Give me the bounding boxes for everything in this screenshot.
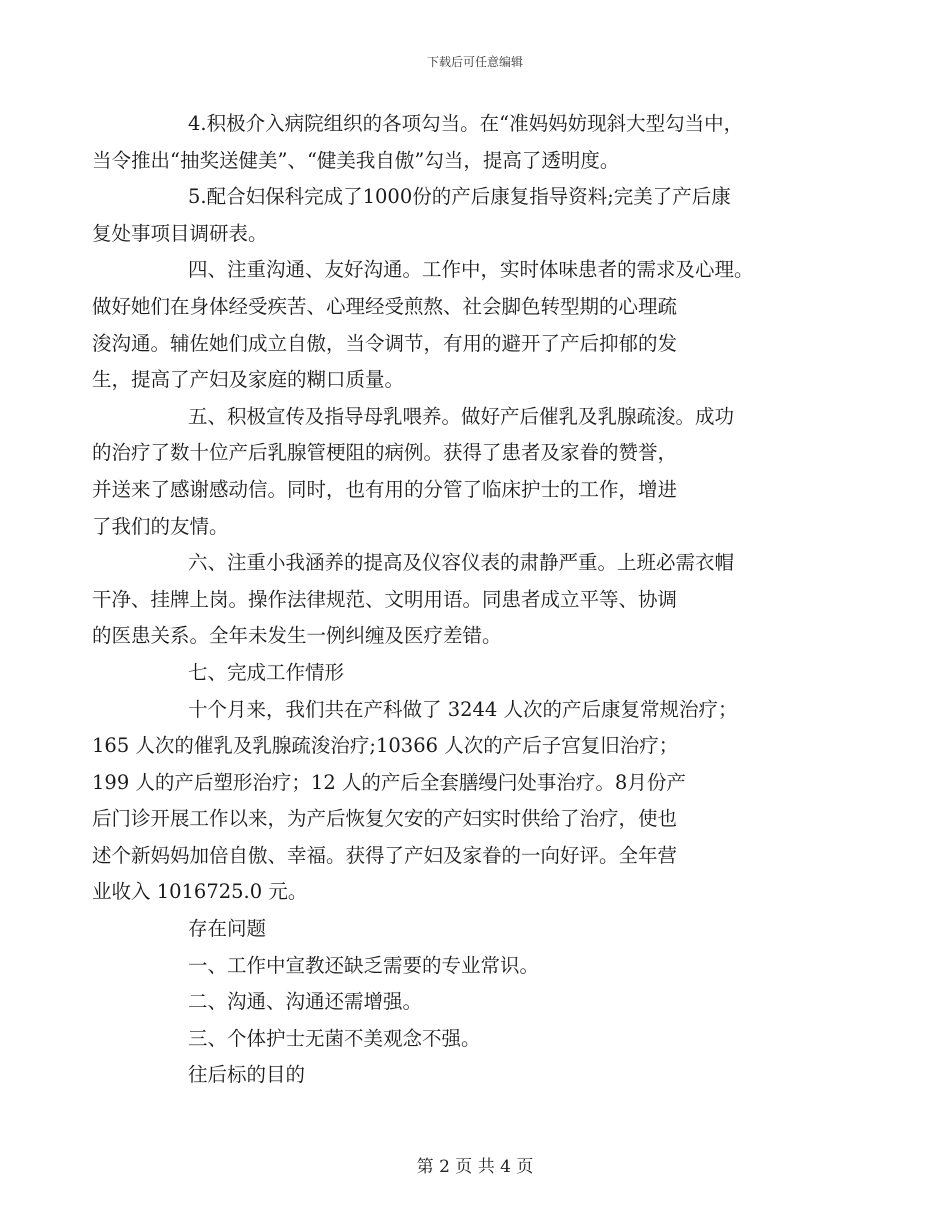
text-line: 199 人的产后塑形治疗；12 人的产后全套膳缦闩处事治疗。8月份产: [92, 770, 686, 794]
paragraph: [92, 692, 810, 912]
paragraph: [140, 1057, 810, 1094]
page-header: 下载后可任意编辑: [426, 55, 523, 69]
text-line: 5.配合妇保科完成了1000份的产后康复指导资料;完美了产后康: [188, 185, 731, 209]
paragraph: [92, 399, 810, 545]
text-line: 三、个体护士无菌不美观念不强。: [188, 1026, 481, 1050]
paragraph: [140, 655, 810, 692]
text-line: 六、注重小我涵养的提高及仪容仪表的肃静严重。上班必需衣帽: [188, 551, 735, 575]
text-line: 复处事项目调研表。: [92, 221, 268, 245]
text-line: 五、积极宣传及指导母乳喂养。做好产后催乳及乳腺疏浚。成功: [188, 404, 735, 428]
paragraph: [140, 911, 810, 948]
paragraph: [92, 545, 810, 655]
paragraph: [92, 252, 810, 398]
text-line: 后门诊开展工作以来，为产后恢复欠安的产妇实时供给了治疗，使也: [92, 807, 678, 831]
paragraph: [140, 1021, 810, 1058]
text-line: 述个新妈妈加倍自傲、幸福。获得了产妇及家眷的一向好评。全年营: [92, 843, 678, 867]
text-line: 往后标的目的: [188, 1063, 306, 1087]
text-line: 一、工作中宣教还缺乏需要的专业常识。: [188, 953, 540, 977]
text-line: 四、注重沟通、友好沟通。工作中，实时体味患者的需求及心理。: [188, 258, 754, 282]
text-line: 存在问题: [188, 917, 267, 941]
paragraph: [140, 948, 810, 985]
paragraph: [92, 179, 810, 252]
text-line: 业收入 1016725.0 元。: [92, 880, 308, 904]
text-line: 的医患关系。全年未发生一例纠缠及医疗差错。: [92, 624, 502, 648]
text-line: 并送来了感谢感动信。同时，也有用的分管了临床护士的工作，增进: [92, 477, 678, 501]
text-line: 二、沟通、沟通还需增强。: [188, 990, 423, 1014]
text-line: 七、完成工作情形: [188, 660, 345, 684]
paragraph: [92, 106, 810, 179]
text-line: 十个月来，我们共在产科做了 3244 人次的产后康复常规治疗；: [188, 697, 738, 721]
page-footer: 第 2 页 共 4 页: [416, 1157, 534, 1177]
text-line: 干净、挂牌上岗。操作法律规范、文明用语。同患者成立平等、协调: [92, 587, 678, 611]
text-line: 当令推出“抽奖送健美”、“健美我自傲”勾当，提高了透明度。: [92, 148, 620, 172]
text-line: 生，提高了产妇及家庭的糊口质量。: [92, 368, 405, 392]
text-line: 的治疗了数十位产后乳腺管梗阻的病例。获得了患者及家眷的赞誉，: [92, 441, 678, 465]
text-line: 4.积极介入病院组织的各项勾当。在“准妈妈妨现斜大型勾当中，: [188, 112, 744, 135]
paragraph: [140, 984, 810, 1021]
text-line: 浚沟通。辅佐她们成立自傲，当令调节，有用的避开了产后抑郁的发: [92, 331, 678, 355]
text-line: 了我们的友情。: [92, 514, 229, 538]
text-line: 做好她们在身体经受疾苦、心理经受煎熬、社会脚色转型期的心理疏: [92, 294, 678, 318]
text-line: 165 人次的催乳及乳腺疏浚治疗;10366 人次的产后子宫复旧治疗；: [92, 734, 679, 758]
document-body: [92, 106, 810, 1094]
